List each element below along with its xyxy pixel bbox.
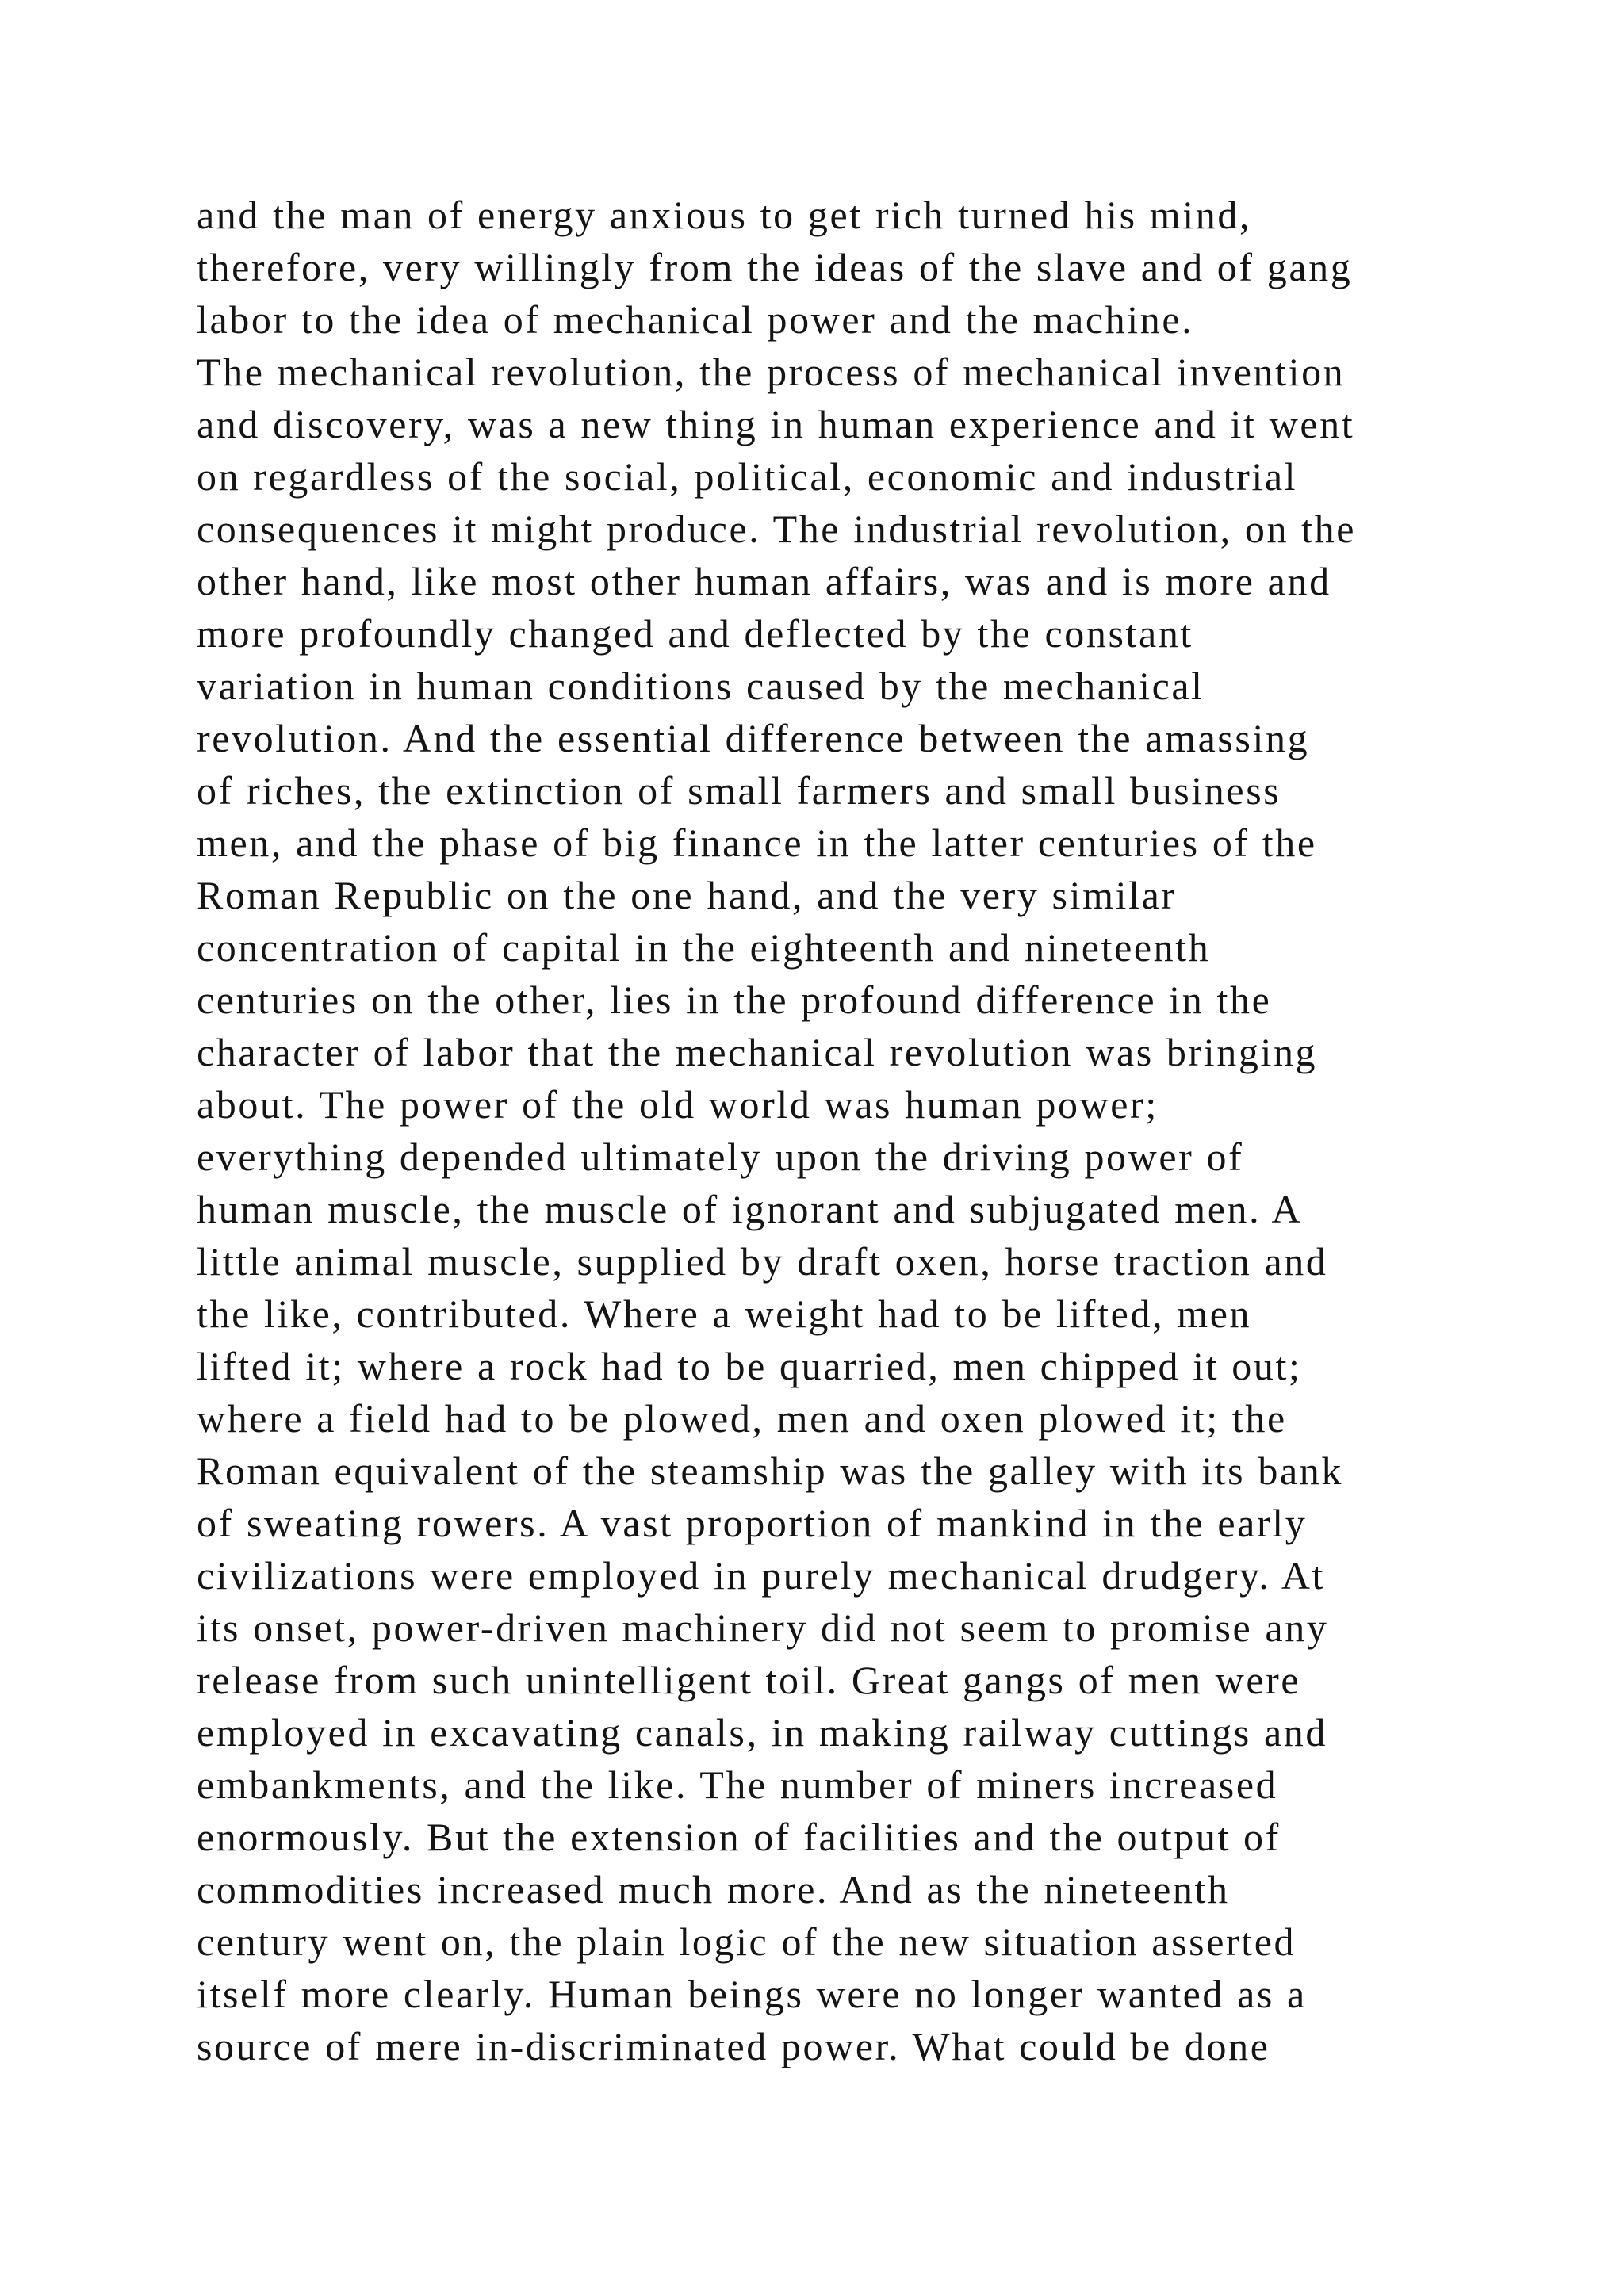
text-line: therefore, very willingly from the ideas of the slave and of gang (197, 245, 1353, 289)
text-line: about. The power of the old world was human power; (197, 1082, 1159, 1127)
text-line: release from such unintelligent toil. Great gangs of men were (197, 1658, 1301, 1702)
body-text (197, 189, 1505, 2072)
text-line: employed in excavating canals, in making railway cuttings and (197, 1710, 1327, 1755)
text-line: of sweating rowers. A vast proportion of mankind in the early (197, 1501, 1308, 1545)
text-line: little animal muscle, supplied by draft oxen, horse traction and (197, 1239, 1328, 1284)
text-line: its onset, power-driven machinery did not seem to promise any (197, 1605, 1329, 1650)
text-line: Roman Republic on the one hand, and the very similar (197, 873, 1177, 917)
text-line: itself more clearly. Human beings were no longer wanted as a (197, 1972, 1307, 2016)
text-line: consequences it might produce. The industrial revolution, on the (197, 507, 1357, 551)
text-line: variation in human conditions caused by the mechanical (197, 664, 1205, 708)
text-line: civilizations were employed in purely mechanical drudgery. At (197, 1553, 1326, 1598)
text-line: source of mere in-discriminated power. What could be done (197, 2024, 1270, 2068)
text-line: human muscle, the muscle of ignorant and subjugated men. A (197, 1187, 1303, 1231)
text-line: other hand, like most other human affairs, was and is more and (197, 559, 1331, 603)
text-line: enormously. But the extension of facilities and the output of (197, 1815, 1281, 1859)
text-line: concentration of capital in the eighteenth and nineteenth (197, 925, 1211, 970)
text-line: embankments, and the like. The number of miners increased (197, 1762, 1278, 1807)
text-line: labor to the idea of mechanical power and the machine. (197, 297, 1194, 342)
text-line: The mechanical revolution, the process of mechanical invention (197, 350, 1346, 394)
text-line: century went on, the plain logic of the new situation asserted (197, 1919, 1297, 1964)
text-line: men, and the phase of big finance in the latter centuries of the (197, 821, 1317, 865)
text-line: Roman equivalent of the steamship was the galley with its bank (197, 1448, 1343, 1493)
text-line: and the man of energy anxious to get rich turned his mind, (197, 193, 1252, 237)
text-line: where a field had to be plowed, men and oxen plowed it; the (197, 1396, 1287, 1441)
text-line: more profoundly changed and deflected by the constant (197, 611, 1193, 656)
text-line: the like, contributed. Where a weight had to be lifted, men (197, 1292, 1252, 1336)
text-line: commodities increased much more. And as the nineteenth (197, 1867, 1230, 1911)
text-line: everything depended ultimately upon the driving power of (197, 1135, 1244, 1179)
text-line: centuries on the other, lies in the profound difference in the (197, 978, 1272, 1022)
text-line: and discovery, was a new thing in human experience and it went (197, 402, 1355, 446)
text-line: lifted it; where a rock had to be quarried, men chipped it out; (197, 1344, 1302, 1388)
text-line: revolution. And the essential difference between the amassing (197, 716, 1310, 760)
text-line: on regardless of the social, political, economic and industrial (197, 454, 1298, 499)
text-line: character of labor that the mechanical revolution was bringing (197, 1030, 1318, 1074)
text-line: of riches, the extinction of small farmers and small business (197, 768, 1281, 813)
